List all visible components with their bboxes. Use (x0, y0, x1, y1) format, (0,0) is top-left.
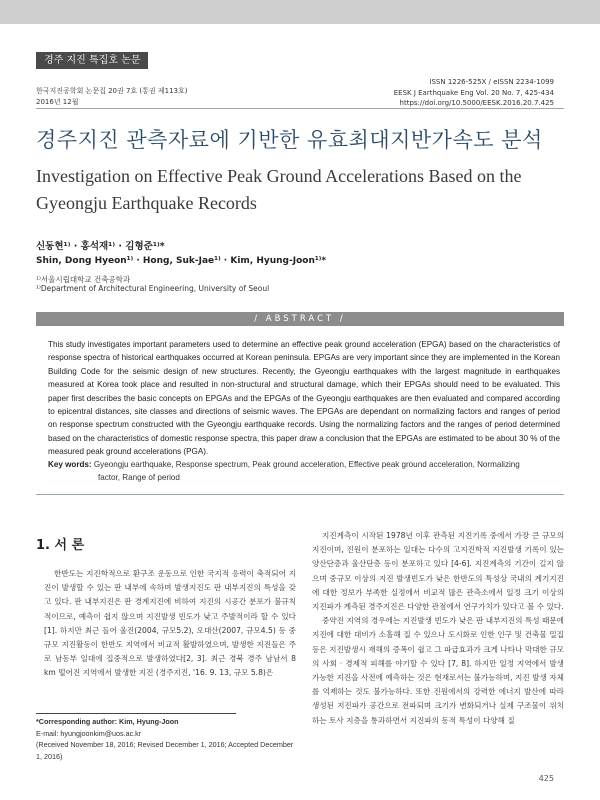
top-band (0, 0, 600, 24)
title-english: Investigation on Effective Peak Ground Accelerations Based on the Gyeongju Earthquake Records (36, 166, 522, 213)
issn: ISSN 1226-525X / eISSN 2234-1099 (429, 78, 554, 86)
authors-english: Shin, Dong Hyeon¹⁾ · Hong, Suk-Jae¹⁾ · Kim, Hyung-Joon¹⁾* (36, 256, 327, 266)
authors-korean: 신동현¹⁾ · 홍석재¹⁾ · 김형준¹⁾* (36, 241, 165, 252)
body-paragraph: 지진계측이 시작된 1978년 이후 관측된 지진기록 중에서 가장 큰 규모의 지진이며, 진원이 분포하는 일대는 다수의 고지진학적 지진발생 기록이 있는 양산단층과 울산단층 등이 분포하고 있다 [4-6]. 지진계측의 기간이 길지 않으며 중규모 이상의 지진 발생빈도가 낮은 한반도의 특성상 국내의 계기지진에 대한 정보가 부족한 실정에서 비교적 많은 관측소에서 일정 크기 이상의 지진파가 계측된 경주지진은 다양한 관점에서 연구가치가 있다고 볼 수 있다. (312, 531, 564, 612)
author-email[interactable]: E-mail: hyungjoonkim@uos.ac.kr (36, 728, 142, 738)
series-tag: 경주 지진 특집호 논문 (36, 52, 148, 69)
body-paragraph: 중약진 지역의 경우에는 지진발생 빈도가 낮은 판 내부지진의 특성 때문에 지진에 대한 대비가 소홀해 질 수 있으나 도시화로 인한 인구 및 건축물 밀집 등은 지진발생시 재해의 증폭이 쉽고 그 파급효과가 크게 나타나 막대한 규모의 사회 · 경제적 피해를 야기할 수 있다 [7, 8]. 하지만 일정 지역에서 발생 가능한 지진을 사전에 예측하는 것은 현재로서는 불가능하며, 지진 발생 자체를 억제하는 것도 불가능하다. 또한 진원에서의 강력한 에너지 발산에 따라 생성된 지진파가 공간으로 전파되며 크기가 변화되거나 실제 구조물이 위치하는 토사 지층을 통과하면서 지진파의 동적 특성이 다양해 질 (312, 616, 564, 725)
received-dates: (Received November 18, 2016; Revised December 1, 2016; Accepted December 1, 2016) (36, 740, 294, 761)
issue-date: 2016년 12월 (36, 97, 79, 106)
keywords-line1: Gyeongju earthquake, Response spectrum, Peak ground acceleration, Effective peak ground acceleration, Normalizing (93, 460, 520, 469)
title-korean: 경주지진 관측자료에 기반한 유효최대지반가속도 분석 (36, 128, 543, 152)
corresponding-author: *Corresponding author: Kim, Hyung-Joon (36, 717, 179, 726)
abstract-divider (36, 494, 564, 495)
abstract-heading: / ABSTRACT / (36, 312, 564, 326)
page-number: 425 (538, 774, 554, 783)
affiliation-english: ¹⁾Department of Architectural Engineering, University of Seoul (36, 284, 270, 293)
doi-link[interactable]: https://doi.org/10.5000/EESK.2016.20.7.425 (399, 99, 554, 107)
keywords-line2: factor, Range of period (98, 473, 180, 482)
body-right-column (312, 529, 564, 728)
body-left-column: 한반도는 지진학적으로 환구조 운동으로 인한 국지적 응력이 축적되어 지진이 발생할 수 있는 판 내부에 속하며 발생지진도 판 내부지진의 특성을 갖고 있다. 판 내부지진은 판 경계지진에 비하여 지진의 시공간 분포가 불규칙적이므로, 예측이 쉽지 않으며 지진발생 빈도가 낮고 주발적이라 할 수 있다[1]. 하지만 최근 들어 울진(2004, 규모5.2), 오대산(2007, 규모4.5) 등 중규모 지진활동이 한반도 지역에서 비교적 활발하였으며, 발생한 지진들은 주로 남동부 일대에 집중적으로 발생하였다[2, 3]. 최근 경북 경주 남남서 8 km 떨어진 지역에서 발생한 지진 (경주지진, '16. 9. 13, 규모 5.8)은 (44, 569, 296, 678)
keywords-label: Key words: (48, 460, 92, 469)
section-title: 1. 서 론 (36, 538, 85, 553)
journal-name-en: EESK J Earthquake Eng Vol. 20 No. 7, 425-434 (393, 88, 554, 97)
abstract-text: This study investigates important parameters used to determine an effective peak ground acceleration (EPGA) based on the characteristics of response spectra of historical earthquakes occurred at Korean peninsula. EPGAs are very important since they are implemented in the Korean Building Code for the seismic design of new structures. Recently, the Gyeongju earthquakes with the largest magnitude in earthquakes measured at Korea took place and resulted in non-structural and structural damage, which their EPGAs should need to be evaluated. This paper first describes the basic concepts on EPGAs and the EPGAs of the Gyeongju earthquakes are then evaluated and compared according to epicentral distances, site classes and directions of seismic waves. The EPGAs are dependant on normalizing factors and ranges of period on response spectrum constructed with the Gyeongju earthquake records. Using the normalizing factors and the ranges of period determined based on the characteristics of domestic response spectra, this paper draw a conclusion that the EPGAs are estimated to be about 30 % of the measured peak ground accelerations (PGA). (48, 340, 560, 457)
affiliation-korean: ¹⁾서울시립대학교 건축공학과 (36, 275, 131, 284)
journal-name-ko: 한국지진공학회 논문집 20권 7호 (통권 제113호) (36, 87, 188, 95)
journal-info-right (394, 77, 554, 109)
footnote-divider (36, 713, 236, 714)
keywords (48, 458, 560, 484)
header-divider (36, 108, 564, 109)
journal-info-left (36, 86, 188, 107)
footnote (36, 716, 296, 762)
